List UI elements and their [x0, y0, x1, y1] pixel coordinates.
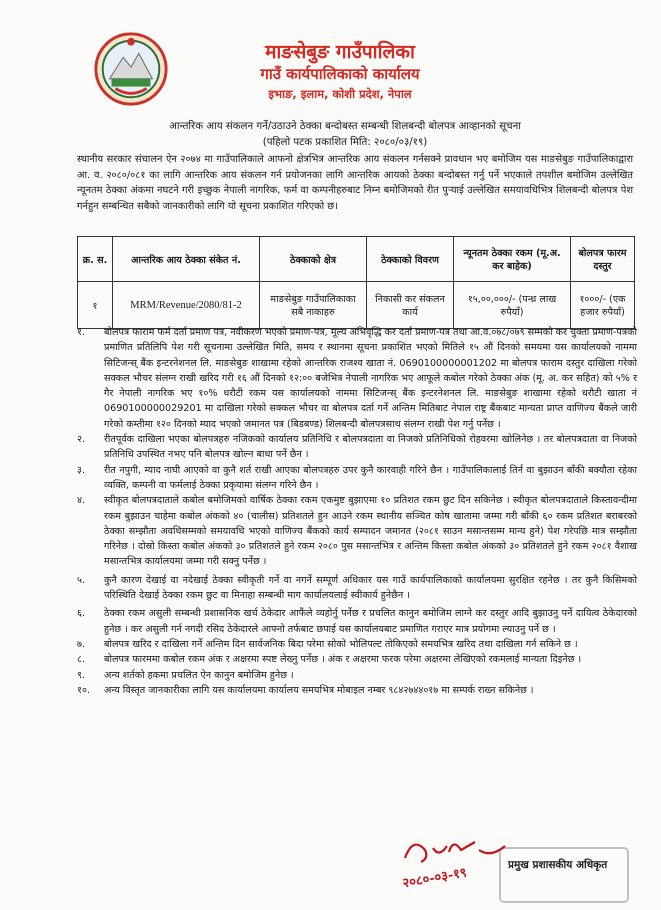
table-cell: माङसेबुङ गाउँपालिकाका सबै नाकाहरु	[260, 282, 367, 329]
table-cell: निकासी कर संकलन कार्य	[367, 282, 454, 329]
item-number: ६.	[77, 608, 86, 620]
intro-paragraph: स्थानीय सरकार संचालन ऐन २०७४ मा गाउँपालिकाले आफनो क्षेत्रभित्र आन्तरिक आय संकलन गर्नसक्ने प्रावधान भए बमोजिम यस माङसेबुङ गाउँपालिकाद्वारा आ. व. २०८०/०८१ का लागि आन्तरिक आय संकलन गर्न प्रयोजनका लागि आन्तरिक आयको ठेक्का बन्दोबस्त गर्नु पर्ने भएकाले तपशील बमोजिम उल्लेखित न्यूनतम ठेक्का अंकमा नघटने गरी इच्छुक नेपाली नागरिक, फर्म वा कम्पनीहरुबाट निम्न बमोजिमको रीत पुऱ्याई उल्लेखित समयावधिभित्र शिलबन्दी बोलपत्र पेश गर्नहुन सम्बन्धित सबैको जानकारीको लागि यो सूचना प्रकाशित गरिएको छ।	[77, 154, 633, 212]
item-number: ७.	[77, 638, 86, 650]
list-item	[77, 606, 637, 637]
item-number: १०.	[77, 684, 91, 696]
item-text: स्वीकृत बोलपत्रदाताले कबोल बमोजिमको वार्षिक ठेक्का रकम एकमुष्ट बुझाएमा १० प्रतिशत रकम छुट दिन सकिनेछ । स्वीकृत बोलपत्रदाताले किस्तावन्दीमा रकम बुझाउन चाहेमा कबोल अंकको ४० (चालीस) प्रतिशतले हुन आउने रकम स्थानीय सञ्चित कोष खातामा जम्मा गरी बाँकी ६० रकम प्रतिशत बराबरको ठेक्का सम्झौता अवधिसम्मको समयावधि भएको वाणिज्य बैंकको कार्य सम्पादन जमानत (२०८१ साउन मसान्तसम्म मान्य हुने) पेश गरेपछि मात्र सम्झौता गरिनेछ । दोस्रो किस्ता कबोल अंकको ३० प्रतिशतले हुने रकम २०८० पुस मसान्तभित्र र अन्तिम किस्ता कबोल अंकको ३० प्रतिशतले हुने रकम २०८१ वैशाख मसान्तभित्र कार्यालयमा जम्मा गरी सक्नु पर्नेछ ।	[104, 495, 637, 568]
table-row	[78, 282, 635, 329]
item-text: कुनै कारण देखाई वा नदेखाई ठेक्का स्वीकृती गर्ने वा नगर्ने सम्पूर्ण अधिकार यस गाउँ कार्यपालिकाको कार्यालयमा सुरक्षित रहनेछ । तर कुनै किसिमको परिस्थिति देखाई ठेक्का रकम छुट वा मिनाहा सम्बन्धी माग कार्यालयलाई स्वीकार्य हुनेछैन ।	[104, 574, 637, 602]
item-text: ठेक्का रकम असुली सम्बन्धी प्रशासनिक खर्च ठेकेदार आफैंले व्यहोर्नु पर्नेछ र प्रचलित कानुन बमोजिम लाग्ने कर दस्तुर आदि बुझाउनु पर्ने दायित्व ठेकेदारको हुनेछ । कर असुली गर्न नगदी रसिद ठेकेदारले आफ्नो तर्फबाट छपाई यस कार्यालयबाट प्रमाणित गराएर मात्र प्रयोगमा ल्याउनु पर्ने छ ।	[104, 608, 637, 635]
table-header: न्यूनतम ठेक्का रकम (मू.अ. कर बाहेक)	[454, 237, 571, 282]
municipality-name: माङसेबुङ गाउँपालिका	[265, 41, 415, 63]
office-address: इभाङ, इलाम, कोशी प्रदेश, नेपाल	[268, 87, 412, 101]
item-text: बोलपत्र फाराम फर्म दर्ता प्रमाण पत्र, नवीकरण भएको प्रमाण-पत्र, मूल्य अभिवृद्धि कर दर्ता प्रमाण-पत्र तथा आ.व.०७८/०७९ सम्मको कर चुक्ता प्रमाण-पत्रको प्रमाणित प्रतिलिपि पेश गरी सूचनामा उल्लेखित मिति, समय र स्थानमा सूचना प्रकाशित भएको मितिले १५ औं दिनको समयमा यस कार्यालयको नाममा सिटिजन्स् बैंक इन्टरनेशनल लि. माङसेबुङ शाखामा रहेको आन्तरिक राजश्व खाता नं. 0690100000001202 मा बोलपत्र फाराम दस्तुर दाखिला गरेको सक्कल भौचर संलग्न राखी खरिद गरी १६ औं दिनको १२:०० बजेभित्र नेपाली नागरिक भए आफूले कबोल गरेको ठेक्का अंक (मू. अ. कर सहित) को ५% र गैर नेपाली नागरिक भए १०% धरौटी रकम यस कार्यालयको नाममा सिटिजन्स् बैंक इन्टरनेशनल लि. माङसेबुङ शाखामा रहेको धरौटी खाता नं 0690100000029201 मा दाखिला गरेको सक्कल भौचर वा बोलपत्र दर्ता गर्ने अन्तिम मितिबाट नेपाल राष्ट्र बैंकबाट मान्यता प्राप्त वाणिज्य बैंकले जारी गरेको कम्तीमा १२० दिनको म्याद भएको जमानत पत्र (बिडबण्ड) शिलबन्दी बोलपत्रसाथ संलग्न राखी पेश गर्नु पर्नेछ ।	[104, 327, 637, 430]
list-item	[77, 463, 637, 494]
table-cell: १०००/- (एक हजार रुपैयाँ)	[571, 282, 635, 329]
item-text: बोलपत्र खरिद र दाखिला गर्ने अन्तिम दिन सार्वजनिक बिदा परेमा सोको भोलिपल्ट तोकिएको समयभित्र खरिद तथा दाखिला गर्न सकिने छ ।	[104, 638, 578, 650]
nepal-emblem-icon	[92, 30, 170, 108]
item-text: बोलपत्र फारममा कबोल रकम अंक र अक्षरमा स्पष्ट लेख्नु पर्नेछ । अंक र अक्षरमा फरक परेमा अक्षरमा लेखिएको रकमलाई मान्यता दिइनेछ ।	[104, 654, 582, 666]
table-header-row	[78, 237, 635, 282]
contract-table	[77, 236, 635, 329]
signature-date: २०८०-०३-१९	[401, 865, 468, 892]
notice-title: आन्तरिक आय संकलन गर्ने/उठाउने ठेक्का बन्दोबस्त सम्बन्धी शिलबन्दी बोलपत्र आव्हानको सूचना	[169, 121, 521, 132]
list-item	[77, 652, 637, 667]
item-text: अन्य शर्तको हकमा प्रचलित ऐन कानुन बमोजिम हुनेछ ।	[104, 669, 294, 681]
item-text: अन्य विस्तृत जानकारीका लागि यस कार्यालयमा कार्यालय समयभित्र मोबाइल नम्बर ९८४२७४४०१७ मा सम्पर्क राख्न सकिनेछ ।	[104, 684, 534, 696]
item-number: ४.	[77, 495, 86, 507]
signatory-role: प्रमुख प्रशासकीय अधिकृत	[508, 859, 608, 871]
item-number: २.	[77, 434, 86, 446]
list-item	[77, 325, 637, 432]
table-cell: MRM/Revenue/2080/81-2	[113, 282, 260, 329]
item-text: रीतपूर्वक दाखिला भएका बोलपत्रहरु नजिकको कार्यालय प्रतिनिधि र बोलपत्रदाता वा निजको प्रतिनिधिको रोहवरमा खोलिनेछ । तर बोलपत्रदाता वा निजको प्रतिनिधि उपस्थित नभए पनि बोलपत्र खोल्न बाधा पर्ने छैन ।	[104, 434, 637, 461]
list-item	[77, 573, 637, 604]
list-item	[77, 432, 637, 463]
item-number: ९.	[77, 669, 86, 681]
table-header: ठेक्काको विवरण	[367, 237, 454, 282]
table-cell: १	[78, 282, 113, 329]
item-number: ८.	[77, 654, 86, 666]
table-header: क्र. स.	[78, 237, 113, 282]
table-header: बोलपत्र फारम दस्तुर	[571, 237, 635, 282]
list-item	[77, 493, 637, 569]
list-item	[77, 683, 637, 698]
list-item	[77, 668, 637, 683]
item-number: १.	[77, 327, 86, 338]
notice-subtitle: (पहिलो पटक प्रकाशित मिति: २०८०/०३/१९)	[262, 137, 428, 148]
table-cell: १५,००,०००/- (पन्ध्र लाख रुपैयाँ)	[454, 282, 571, 329]
office-name: गाउँ कार्यपालिकाको कार्यालय	[260, 65, 420, 83]
item-number: ५.	[77, 574, 86, 586]
list-item	[77, 637, 637, 652]
item-text: रीत नपुगी, म्याद नाघी आएको वा कुनै शर्त राखी आएका बोलपत्रहरु उपर कुनै कारवाही गरिने छैन । गाउँपालिकालाई तिर्न वा बुझाउन बाँकी बक्यौता रहेका व्यक्ति, कम्पनी वा फर्मलाई ठेक्का प्रकृयामा संलग्न गरिने छैन ।	[104, 464, 637, 491]
table-header: आन्तरिक आय ठेक्का संकेत नं.	[113, 237, 260, 282]
conditions-list	[77, 325, 637, 698]
item-number: ३.	[77, 464, 86, 476]
table-header: ठेक्काको क्षेत्र	[260, 237, 367, 282]
